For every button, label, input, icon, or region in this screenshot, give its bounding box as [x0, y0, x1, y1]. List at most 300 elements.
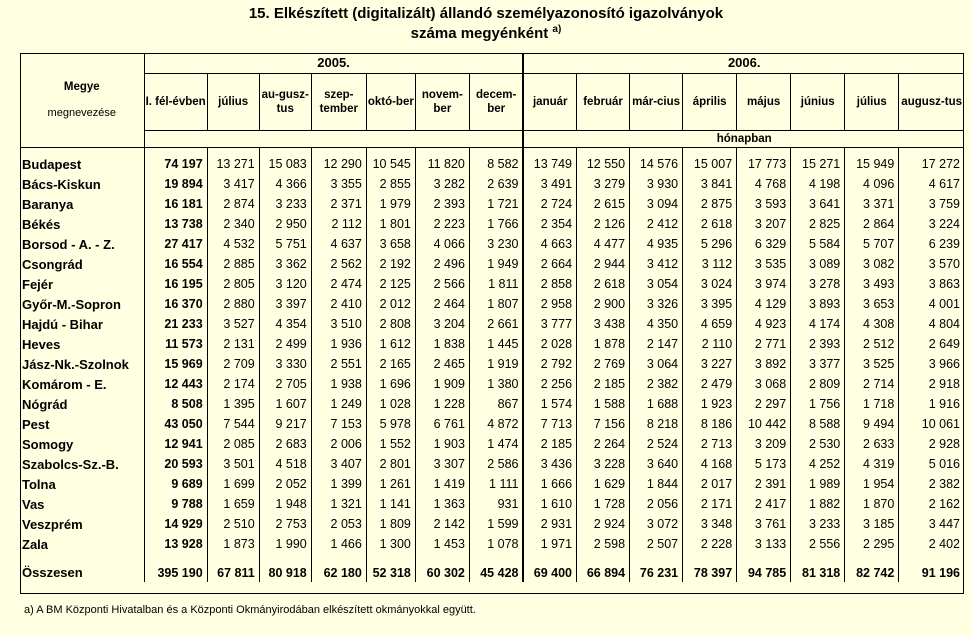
- month-value: 2 551: [311, 354, 366, 374]
- month-value: 2 805: [207, 274, 259, 294]
- month-value: 6 761: [415, 414, 469, 434]
- month-value: 2 586: [469, 454, 523, 474]
- month-value: 2 131: [207, 334, 259, 354]
- month-value: 1 766: [469, 214, 523, 234]
- month-value: 3 068: [737, 374, 791, 394]
- table-row: [20, 274, 964, 294]
- month-value: 2 524: [630, 434, 683, 454]
- month-value: 3 112: [683, 254, 737, 274]
- month-value: 4 198: [791, 174, 845, 194]
- month-value: 3 412: [630, 254, 683, 274]
- month-value: 4 518: [259, 454, 311, 474]
- first-half-value: 43 050: [144, 414, 207, 434]
- month-value: 1 990: [259, 534, 311, 554]
- month-value: 2 661: [469, 314, 523, 334]
- month-value: 1 721: [469, 194, 523, 214]
- data-table: [20, 53, 964, 582]
- month-value: 8 588: [791, 414, 845, 434]
- table-row: [20, 374, 964, 394]
- month-value: 2 499: [259, 334, 311, 354]
- month-value: 2 479: [683, 374, 737, 394]
- month-value: 2 125: [366, 274, 415, 294]
- month-value: 1 728: [577, 494, 630, 514]
- month-value: 1 870: [845, 494, 899, 514]
- month-value: 1 936: [311, 334, 366, 354]
- month-value: 1 878: [577, 334, 630, 354]
- month-value: 1 873: [207, 534, 259, 554]
- first-half-header: I. fél-évben: [144, 74, 207, 131]
- month-value: 3 209: [737, 434, 791, 454]
- month-value: 3 658: [366, 234, 415, 254]
- month-value: 2 028: [523, 334, 576, 354]
- month-value: 2 950: [259, 214, 311, 234]
- month-2006-header: július: [845, 74, 899, 131]
- month-value: 3 133: [737, 534, 791, 554]
- month-value: 3 641: [791, 194, 845, 214]
- month-value: 3 330: [259, 354, 311, 374]
- first-half-value: 9 689: [144, 474, 207, 494]
- month-value: 3 185: [845, 514, 899, 534]
- month-2005-header: októ-ber: [366, 74, 415, 131]
- month-value: 2 900: [577, 294, 630, 314]
- month-value: 3 407: [311, 454, 366, 474]
- month-value: 17 773: [737, 154, 791, 174]
- month-value: 2 566: [415, 274, 469, 294]
- first-half-value: 27 417: [144, 234, 207, 254]
- month-value: 1 141: [366, 494, 415, 514]
- month-value: 2 808: [366, 314, 415, 334]
- month-value: 3 224: [899, 214, 964, 234]
- month-value: 3 777: [523, 314, 576, 334]
- month-value: 2 393: [415, 194, 469, 214]
- month-value: 3 525: [845, 354, 899, 374]
- month-value: 3 377: [791, 354, 845, 374]
- month-value: 91 196: [899, 554, 964, 582]
- month-value: 1 909: [415, 374, 469, 394]
- county-name: Fejér: [22, 276, 54, 292]
- month-value: 3 279: [577, 174, 630, 194]
- county-name: Győr-M.-Sopron: [22, 296, 121, 312]
- first-half-value: 21 233: [144, 314, 207, 334]
- month-value: 2 382: [899, 474, 964, 494]
- table-row: [20, 494, 964, 514]
- month-value: 2 931: [523, 514, 576, 534]
- month-value: 3 355: [311, 174, 366, 194]
- month-value: 3 089: [791, 254, 845, 274]
- table-row: [20, 154, 964, 174]
- month-value: 2 354: [523, 214, 576, 234]
- month-value: 3 233: [791, 514, 845, 534]
- month-value: 4 935: [630, 234, 683, 254]
- county-name: Tolna: [22, 476, 56, 492]
- unit-header: hónapban: [523, 131, 964, 148]
- month-value: 1 844: [630, 474, 683, 494]
- first-half-value: 8 508: [144, 394, 207, 414]
- month-value: 1 954: [845, 474, 899, 494]
- month-value: 3 207: [737, 214, 791, 234]
- month-value: 9 494: [845, 414, 899, 434]
- month-value: 2 507: [630, 534, 683, 554]
- month-value: 3 278: [791, 274, 845, 294]
- month-value: 1 989: [791, 474, 845, 494]
- table-row: [20, 194, 964, 214]
- month-value: 10 442: [737, 414, 791, 434]
- month-value: 6 329: [737, 234, 791, 254]
- month-value: 2 562: [311, 254, 366, 274]
- month-value: 2 174: [207, 374, 259, 394]
- month-value: 4 319: [845, 454, 899, 474]
- month-value: 66 894: [577, 554, 630, 582]
- month-value: 3 893: [791, 294, 845, 314]
- county-name: Nógrád: [22, 396, 68, 412]
- month-value: 3 282: [415, 174, 469, 194]
- month-value: 2 056: [630, 494, 683, 514]
- month-value: 3 759: [899, 194, 964, 214]
- month-value: 2 918: [899, 374, 964, 394]
- month-value: 3 491: [523, 174, 576, 194]
- first-half-value: 15 969: [144, 354, 207, 374]
- month-value: 2 510: [207, 514, 259, 534]
- month-value: 3 501: [207, 454, 259, 474]
- month-value: 10 545: [366, 154, 415, 174]
- month-value: 2 875: [683, 194, 737, 214]
- month-value: 3 064: [630, 354, 683, 374]
- month-value: 3 054: [630, 274, 683, 294]
- month-value: 1 699: [207, 474, 259, 494]
- month-value: 1 949: [469, 254, 523, 274]
- table-row: [20, 454, 964, 474]
- month-value: 1 916: [899, 394, 964, 414]
- month-value: 2 864: [845, 214, 899, 234]
- table-row: [20, 314, 964, 334]
- month-value: 94 785: [737, 554, 791, 582]
- megye-label: Megye: [63, 81, 100, 93]
- month-value: 2 192: [366, 254, 415, 274]
- month-value: 1 380: [469, 374, 523, 394]
- month-value: 2 874: [207, 194, 259, 214]
- month-value: 2 809: [791, 374, 845, 394]
- month-value: 1 903: [415, 434, 469, 454]
- month-value: 2 295: [845, 534, 899, 554]
- month-2006-header: január: [523, 74, 576, 131]
- month-value: 15 007: [683, 154, 737, 174]
- month-value: 4 768: [737, 174, 791, 194]
- month-value: 2 618: [577, 274, 630, 294]
- month-value: 2 598: [577, 534, 630, 554]
- month-value: 80 918: [259, 554, 311, 582]
- month-value: 1 078: [469, 534, 523, 554]
- month-value: 3 892: [737, 354, 791, 374]
- table-row: [20, 174, 964, 194]
- month-value: 2 371: [311, 194, 366, 214]
- month-value: 4 129: [737, 294, 791, 314]
- month-value: 1 948: [259, 494, 311, 514]
- month-value: 3 570: [899, 254, 964, 274]
- month-value: 2 185: [577, 374, 630, 394]
- month-value: 6 239: [899, 234, 964, 254]
- month-value: 4 663: [523, 234, 576, 254]
- table-row: [20, 294, 964, 314]
- month-value: 2 769: [577, 354, 630, 374]
- month-2006-header: augusz-tus: [899, 74, 964, 131]
- month-value: 1 659: [207, 494, 259, 514]
- month-value: 3 397: [259, 294, 311, 314]
- table-row: [20, 534, 964, 554]
- title-note-mark: a): [552, 24, 562, 35]
- table-header: [20, 53, 964, 148]
- county-name: Heves: [22, 336, 61, 352]
- month-value: 2 944: [577, 254, 630, 274]
- month-value: 2 724: [523, 194, 576, 214]
- month-value: 2 112: [311, 214, 366, 234]
- month-value: 3 395: [683, 294, 737, 314]
- month-value: 1 666: [523, 474, 576, 494]
- month-value: 2 801: [366, 454, 415, 474]
- month-2006-header: április: [683, 74, 737, 131]
- county-name: Jász-Nk.-Szolnok: [22, 356, 129, 372]
- month-value: 4 168: [683, 454, 737, 474]
- month-value: 11 820: [415, 154, 469, 174]
- title-line-1: 15. Elkészített (digitalizált) állandó személyazonosító igazolványok: [248, 5, 724, 22]
- month-value: 3 326: [630, 294, 683, 314]
- month-value: 4 174: [791, 314, 845, 334]
- month-value: 78 397: [683, 554, 737, 582]
- month-value: 1 466: [311, 534, 366, 554]
- year-2006-header: 2006.: [523, 53, 964, 74]
- month-value: 2 391: [737, 474, 791, 494]
- first-half-value: 74 197: [144, 154, 207, 174]
- month-value: 3 761: [737, 514, 791, 534]
- month-value: 3 371: [845, 194, 899, 214]
- month-value: 2 402: [899, 534, 964, 554]
- month-value: 2 714: [845, 374, 899, 394]
- table-row: [20, 254, 964, 274]
- month-value: 12 290: [311, 154, 366, 174]
- month-value: 12 550: [577, 154, 630, 174]
- month-value: 3 233: [259, 194, 311, 214]
- month-value: 4 477: [577, 234, 630, 254]
- megnevezese-label: megnevezése: [47, 107, 117, 119]
- month-value: 4 532: [207, 234, 259, 254]
- month-value: 1 474: [469, 434, 523, 454]
- month-value: 3 493: [845, 274, 899, 294]
- month-value: 1 801: [366, 214, 415, 234]
- month-2006-header: június: [791, 74, 845, 131]
- county-name: Veszprém: [22, 516, 83, 532]
- month-value: 2 142: [415, 514, 469, 534]
- month-value: 3 966: [899, 354, 964, 374]
- month-value: 82 742: [845, 554, 899, 582]
- first-half-value: 11 573: [144, 334, 207, 354]
- month-value: 5 016: [899, 454, 964, 474]
- title-line-2-text: száma megyénként: [410, 25, 549, 42]
- month-value: 1 838: [415, 334, 469, 354]
- month-value: 2 880: [207, 294, 259, 314]
- month-value: 1 261: [366, 474, 415, 494]
- month-value: 2 858: [523, 274, 576, 294]
- month-value: 2 885: [207, 254, 259, 274]
- county-name: Pest: [22, 416, 50, 432]
- month-value: 5 173: [737, 454, 791, 474]
- month-value: 14 576: [630, 154, 683, 174]
- month-value: 2 223: [415, 214, 469, 234]
- month-value: 2 053: [311, 514, 366, 534]
- month-value: 1 363: [415, 494, 469, 514]
- month-value: 3 024: [683, 274, 737, 294]
- title-line-2: [0, 24, 972, 44]
- month-value: 5 751: [259, 234, 311, 254]
- table-row: [20, 514, 964, 534]
- month-value: 2 012: [366, 294, 415, 314]
- month-value: 1 610: [523, 494, 576, 514]
- total-row: [20, 554, 964, 582]
- month-2006-header: már-cius: [630, 74, 683, 131]
- month-value: 69 400: [523, 554, 576, 582]
- month-value: 1 607: [259, 394, 311, 414]
- month-value: 3 348: [683, 514, 737, 534]
- first-half-value: 14 929: [144, 514, 207, 534]
- county-name: Szabolcs-Sz.-B.: [22, 456, 119, 472]
- month-value: 3 863: [899, 274, 964, 294]
- month-value: 4 366: [259, 174, 311, 194]
- month-value: 15 271: [791, 154, 845, 174]
- month-value: 931: [469, 494, 523, 514]
- table-row: [20, 354, 964, 374]
- month-value: 2 171: [683, 494, 737, 514]
- first-half-value: 20 593: [144, 454, 207, 474]
- month-value: 3 082: [845, 254, 899, 274]
- month-value: 2 465: [415, 354, 469, 374]
- month-value: 2 825: [791, 214, 845, 234]
- table-row: [20, 474, 964, 494]
- month-value: 2 126: [577, 214, 630, 234]
- month-value: 2 709: [207, 354, 259, 374]
- month-value: 3 447: [899, 514, 964, 534]
- month-value: 9 217: [259, 414, 311, 434]
- first-half-value: 12 941: [144, 434, 207, 454]
- month-value: 15 949: [845, 154, 899, 174]
- month-value: 4 804: [899, 314, 964, 334]
- month-value: 7 544: [207, 414, 259, 434]
- month-value: 76 231: [630, 554, 683, 582]
- month-value: 2 792: [523, 354, 576, 374]
- month-value: 2 410: [311, 294, 366, 314]
- first-half-value: 16 195: [144, 274, 207, 294]
- month-value: 2 639: [469, 174, 523, 194]
- month-value: 2 496: [415, 254, 469, 274]
- first-half-value: 16 181: [144, 194, 207, 214]
- month-value: 2 771: [737, 334, 791, 354]
- month-value: 67 811: [207, 554, 259, 582]
- month-value: 4 252: [791, 454, 845, 474]
- month-value: 13 749: [523, 154, 576, 174]
- month-value: 2 958: [523, 294, 576, 314]
- month-value: 45 428: [469, 554, 523, 582]
- table-row: [20, 434, 964, 454]
- month-value: 1 629: [577, 474, 630, 494]
- year-2005-header: 2005.: [144, 53, 523, 74]
- month-value: 4 308: [845, 314, 899, 334]
- month-value: 3 535: [737, 254, 791, 274]
- month-value: 3 362: [259, 254, 311, 274]
- month-value: 1 552: [366, 434, 415, 454]
- month-value: 1 809: [366, 514, 415, 534]
- month-value: 2 512: [845, 334, 899, 354]
- table-row: [20, 334, 964, 354]
- month-value: 1 395: [207, 394, 259, 414]
- month-value: 4 001: [899, 294, 964, 314]
- month-value: 2 855: [366, 174, 415, 194]
- month-value: 1 612: [366, 334, 415, 354]
- month-value: 7 713: [523, 414, 576, 434]
- month-value: 3 640: [630, 454, 683, 474]
- month-value: 3 841: [683, 174, 737, 194]
- first-half-value: 12 443: [144, 374, 207, 394]
- month-value: 8 186: [683, 414, 737, 434]
- month-value: 2 228: [683, 534, 737, 554]
- month-value: 2 705: [259, 374, 311, 394]
- month-value: 2 256: [523, 374, 576, 394]
- first-half-value: 16 370: [144, 294, 207, 314]
- month-value: 1 445: [469, 334, 523, 354]
- month-value: 4 872: [469, 414, 523, 434]
- first-half-value: 9 788: [144, 494, 207, 514]
- month-value: 2 393: [791, 334, 845, 354]
- month-value: 1 919: [469, 354, 523, 374]
- month-value: 1 599: [469, 514, 523, 534]
- month-value: 62 180: [311, 554, 366, 582]
- month-value: 1 228: [415, 394, 469, 414]
- month-value: 4 923: [737, 314, 791, 334]
- month-value: 2 615: [577, 194, 630, 214]
- month-value: 3 307: [415, 454, 469, 474]
- table-title: [0, 4, 972, 44]
- footnote: a) A BM Központi Hivatalban és a Központi Okmányirodában elkészített okmányokkal együtt.: [24, 604, 476, 616]
- month-value: 1 938: [311, 374, 366, 394]
- month-value: 1 321: [311, 494, 366, 514]
- month-value: 1 399: [311, 474, 366, 494]
- month-value: 2 340: [207, 214, 259, 234]
- month-value: 4 659: [683, 314, 737, 334]
- month-value: 1 688: [630, 394, 683, 414]
- month-value: 2 412: [630, 214, 683, 234]
- month-value: 2 924: [577, 514, 630, 534]
- month-2006-header: február: [577, 74, 630, 131]
- month-2005-header: decem-ber: [469, 74, 523, 131]
- month-value: 867: [469, 394, 523, 414]
- month-value: 2 297: [737, 394, 791, 414]
- month-value: 1 971: [523, 534, 576, 554]
- month-value: 2 417: [737, 494, 791, 514]
- month-value: 2 618: [683, 214, 737, 234]
- month-value: 1 249: [311, 394, 366, 414]
- month-value: 17 272: [899, 154, 964, 174]
- month-value: 2 162: [899, 494, 964, 514]
- month-value: 3 094: [630, 194, 683, 214]
- first-half-value: 16 554: [144, 254, 207, 274]
- month-value: 2 006: [311, 434, 366, 454]
- first-half-value: 395 190: [144, 554, 207, 582]
- month-value: 1 696: [366, 374, 415, 394]
- month-value: 4 354: [259, 314, 311, 334]
- month-value: 1 453: [415, 534, 469, 554]
- month-value: 2 649: [899, 334, 964, 354]
- month-value: 3 593: [737, 194, 791, 214]
- month-value: 4 096: [845, 174, 899, 194]
- month-2005-header: au-gusz-tus: [259, 74, 311, 131]
- table-row: [20, 234, 964, 254]
- month-2005-header: július: [207, 74, 259, 131]
